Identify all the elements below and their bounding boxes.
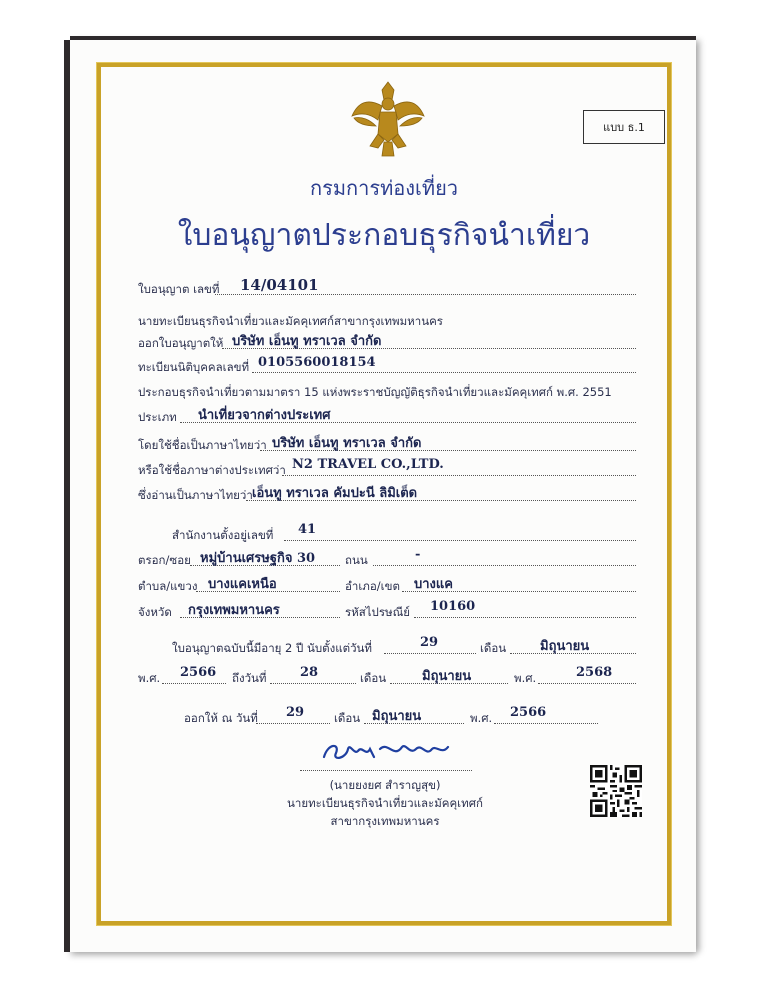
validity-label: ใบอนุญาตฉบับนี้มีอายุ 2 ปี นับตั้งแต่วันที่ xyxy=(172,641,372,655)
valid-to-month: มิถุนายน xyxy=(422,669,472,684)
issued-to-label: ออกใบอนุญาตให้ xyxy=(138,336,224,350)
signature xyxy=(318,735,458,765)
dotted-line xyxy=(284,540,636,541)
form-code: แบบ ธ.1 xyxy=(603,121,645,134)
signer-title: นายทะเบียนธุรกิจนำเที่ยวและมัคคุเทศก์ xyxy=(287,796,483,810)
valid-from-year: 2566 xyxy=(180,665,217,680)
thai-name-label: โดยใช้ชื่อเป็นภาษาไทยว่า xyxy=(138,438,267,452)
valid-from-month: มิถุนายน xyxy=(540,639,590,654)
dotted-line xyxy=(270,683,356,684)
office-label: สำนักงานตั้งอยู่เลขที่ xyxy=(172,528,274,542)
issued-on-label: ออกให้ ณ วันที่ xyxy=(184,711,258,725)
dotted-line xyxy=(215,294,636,295)
signer-branch: สาขากรุงเทพมหานคร xyxy=(330,814,440,828)
dotted-line xyxy=(373,565,636,566)
foreign-name: N2 TRAVEL CO.,LTD. xyxy=(292,457,444,472)
subdistrict: บางแคเหนือ xyxy=(208,577,277,592)
certificate-title: ใบอนุญาตประกอบธุรกิจนำเที่ยว xyxy=(177,218,591,253)
signer-name: (นายยงยศ สำราญสุข) xyxy=(329,778,441,792)
registrar-line: นายทะเบียนธุรกิจนำเที่ยวและมัคคุเทศก์สาขากรุงเทพมหานคร xyxy=(138,314,443,328)
road-label: ถนน xyxy=(345,553,368,567)
province: กรุงเทพมหานคร xyxy=(188,603,280,618)
dotted-line xyxy=(256,723,330,724)
dotted-line xyxy=(162,683,226,684)
province-label: จังหวัด xyxy=(138,605,172,619)
act-line: ประกอบธุรกิจนำเที่ยวตามมาตรา 15 แห่งพระราชบัญญัติธุรกิจนำเที่ยวและมัคคุเทศก์ พ.ศ. 2551 xyxy=(138,385,612,399)
license-no: 14/04101 xyxy=(240,276,319,294)
form-code-box xyxy=(583,110,665,144)
dotted-line xyxy=(252,372,636,373)
subdistrict-label: ตำบล/แขวง xyxy=(138,579,198,593)
valid-from-day: 29 xyxy=(420,635,439,650)
juristic-no: 0105560018154 xyxy=(258,355,376,370)
thai-name: บริษัท เอ็นทู ทราเวล จำกัด xyxy=(272,436,422,451)
department-name: กรมการท่องเที่ยว xyxy=(309,176,459,200)
postal: 10160 xyxy=(430,599,476,614)
issued-year: 2566 xyxy=(510,705,547,720)
until-label: ถึงวันที่ xyxy=(232,671,267,685)
postal-label: รหัสไปรษณีย์ xyxy=(345,605,411,619)
issued-month: มิถุนายน xyxy=(372,709,422,724)
dotted-line xyxy=(494,723,598,724)
type-value: นำเที่ยวจากต่างประเทศ xyxy=(198,408,331,423)
office-no: 41 xyxy=(298,522,317,537)
be-label: พ.ศ. xyxy=(138,671,161,685)
dotted-line xyxy=(414,617,636,618)
juristic-label: ทะเบียนนิติบุคคลเลขที่ xyxy=(138,360,250,374)
dotted-line xyxy=(282,475,636,476)
dotted-line xyxy=(538,683,636,684)
foreign-name-label: หรือใช้ชื่อภาษาต่างประเทศว่า xyxy=(138,463,286,477)
dotted-line xyxy=(384,653,476,654)
be-label: พ.ศ. xyxy=(470,711,493,725)
soi-label: ตรอก/ซอย xyxy=(138,553,191,567)
month-label: เดือน xyxy=(334,711,361,725)
type-label: ประเภท xyxy=(138,410,177,424)
issued-day: 29 xyxy=(286,705,305,720)
month-label: เดือน xyxy=(360,671,387,685)
valid-to-day: 28 xyxy=(300,665,319,680)
signature-line xyxy=(300,770,472,771)
soi: หมู่บ้านเศรษฐกิจ 30 xyxy=(200,551,316,566)
valid-to-year: 2568 xyxy=(576,665,613,680)
road: - xyxy=(415,547,421,562)
issued-to: บริษัท เอ็นทู ทราเวล จำกัด xyxy=(232,334,382,349)
district: บางแค xyxy=(414,577,453,592)
be-label: พ.ศ. xyxy=(514,671,537,685)
read-as-label: ซึ่งอ่านเป็นภาษาไทยว่า xyxy=(138,488,253,502)
qr-code-icon xyxy=(590,765,642,817)
district-label: อำเภอ/เขต xyxy=(345,579,400,593)
read-as: เอ็นทู ทราเวล คัมปะนี ลิมิเต็ด xyxy=(252,486,418,501)
garuda-emblem-icon xyxy=(348,76,428,162)
month-label: เดือน xyxy=(480,641,507,655)
license-no-label: ใบอนุญาต เลขที่ xyxy=(138,282,220,296)
